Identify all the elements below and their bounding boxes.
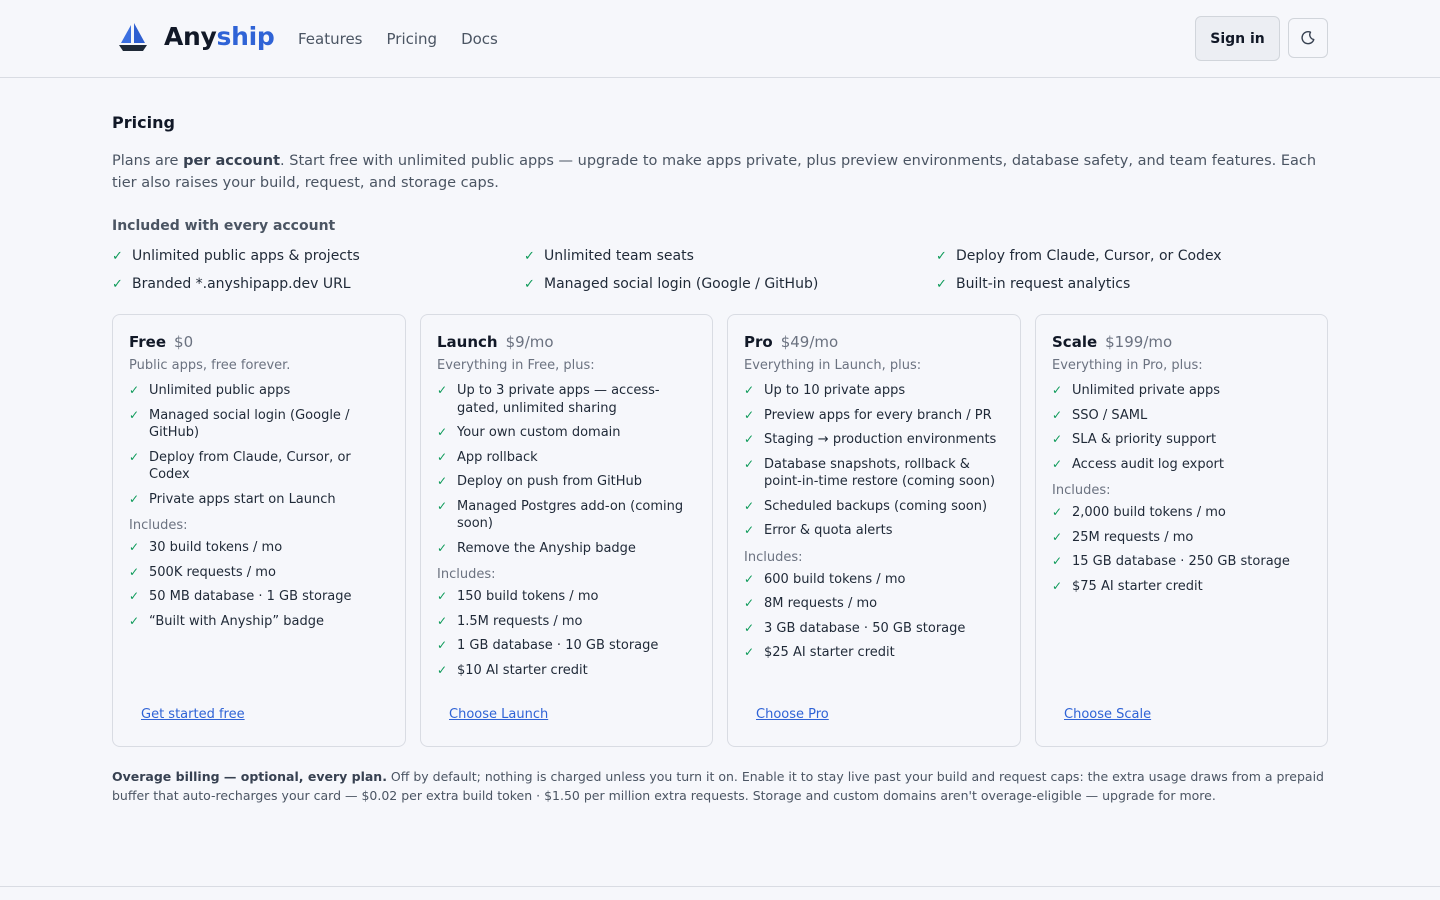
plan-limit-label: 8M requests / mo <box>764 596 878 611</box>
plan-feature <box>437 382 696 417</box>
plan-limit-label: 150 build tokens / mo <box>457 589 599 604</box>
check-icon: ✓ <box>744 620 755 635</box>
check-icon: ✓ <box>129 383 140 397</box>
check-icon: ✓ <box>1052 407 1063 422</box>
plan-limit-label: 3 GB database · 50 GB storage <box>764 620 966 636</box>
plan-feature-label: Unlimited private apps <box>1072 383 1221 398</box>
check-icon: ✓ <box>744 596 755 610</box>
check-icon: ✓ <box>1052 529 1063 544</box>
main-nav <box>298 30 498 48</box>
plan-feature-label: Remove the Anyship badge <box>457 540 636 556</box>
check-icon: ✓ <box>437 662 448 677</box>
plan-name: Free <box>129 333 167 351</box>
included-item-label: Unlimited team seats <box>544 248 694 264</box>
plan-price: $49/mo <box>780 333 839 351</box>
plan-feature <box>437 540 696 558</box>
included-item <box>936 275 1328 293</box>
plan-limit <box>129 613 389 631</box>
plan-feature-label: Access audit log export <box>1072 456 1224 472</box>
sailboat-logo-icon[interactable] <box>117 22 149 54</box>
plan-feature-label: Staging → production environments <box>764 432 997 447</box>
check-icon: ✓ <box>1052 578 1063 593</box>
plan-feature <box>437 473 696 491</box>
plan-price: $0 <box>174 333 194 351</box>
check-icon: ✓ <box>936 276 947 292</box>
plan-feature-label: Deploy on push from GitHub <box>457 474 643 489</box>
plan-feature <box>744 498 1004 516</box>
check-icon: ✓ <box>437 613 448 628</box>
plan-limit-label: $10 AI starter credit <box>457 662 588 678</box>
check-icon: ✓ <box>129 491 140 506</box>
plan-limit-label: 1.5M requests / mo <box>457 613 583 629</box>
plan-limit <box>437 613 696 631</box>
plan-limit <box>129 588 389 606</box>
plan-feature <box>437 449 696 467</box>
plan-feature-label: Preview apps for every branch / PR <box>764 407 992 423</box>
plan-feature <box>1052 407 1311 425</box>
plan-limit-label: 500K requests / mo <box>149 564 276 580</box>
included-title: Included with every account <box>112 218 336 234</box>
intro-emphasis: per account <box>183 153 281 169</box>
plan-subtitle: Everything in Free, plus: <box>437 358 595 373</box>
plan-limit <box>129 564 389 582</box>
plan-limit <box>437 637 696 655</box>
check-icon: ✓ <box>437 498 448 513</box>
check-icon: ✓ <box>1052 554 1063 568</box>
check-icon: ✓ <box>524 248 535 264</box>
sign-in-button[interactable]: Sign in <box>1195 16 1280 61</box>
plan-feature-label: Up to 10 private apps <box>764 383 906 398</box>
plan-feature-label: SSO / SAML <box>1072 407 1148 423</box>
plan-limit <box>129 539 389 557</box>
check-icon: ✓ <box>437 638 448 652</box>
plan-limit <box>1052 553 1311 571</box>
check-icon: ✓ <box>1052 456 1063 471</box>
check-icon: ✓ <box>744 407 755 422</box>
included-item <box>112 247 524 265</box>
plan-feature <box>437 498 696 533</box>
plan-feature-label: Your own custom domain <box>457 425 621 440</box>
plan-feature-label: Unlimited public apps <box>149 383 291 398</box>
check-icon: ✓ <box>936 248 947 264</box>
page-title: Pricing <box>112 113 175 132</box>
plan-limit-label: 1 GB database · 10 GB storage <box>457 638 659 653</box>
plan-limit-label: $75 AI starter credit <box>1072 578 1203 594</box>
check-icon: ✓ <box>129 613 140 628</box>
plan-card-scale <box>1035 314 1328 747</box>
plan-feature-label: Managed Postgres add-on (coming soon) <box>457 498 684 531</box>
brand-name-part2: ship <box>216 22 275 51</box>
includes-label: Includes: <box>437 567 496 582</box>
check-icon: ✓ <box>744 498 755 513</box>
plan-limit-label: 25M requests / mo <box>1072 529 1194 545</box>
plan-limit-label: 15 GB database · 250 GB storage <box>1072 554 1290 569</box>
brand-name[interactable] <box>164 22 275 51</box>
check-icon: ✓ <box>129 564 140 579</box>
included-item-label: Managed social login (Google / GitHub) <box>544 276 819 292</box>
nav-docs[interactable]: Docs <box>461 30 498 48</box>
plan-limit-label: 30 build tokens / mo <box>149 540 283 555</box>
plan-limit-label: “Built with Anyship” badge <box>149 613 324 629</box>
plan-name: Scale <box>1052 333 1098 351</box>
plan-feature <box>1052 382 1311 400</box>
plan-card-pro <box>727 314 1021 747</box>
check-icon: ✓ <box>437 540 448 555</box>
plan-limit <box>1052 504 1311 522</box>
plan-feature <box>744 382 1004 400</box>
check-icon: ✓ <box>129 589 140 603</box>
plan-subtitle: Public apps, free forever. <box>129 358 291 373</box>
check-icon: ✓ <box>744 432 755 446</box>
choose-scale-link[interactable]: Choose Scale <box>1064 707 1152 722</box>
check-icon: ✓ <box>437 383 448 397</box>
footer-divider <box>0 886 1440 887</box>
plan-limit <box>744 620 1004 638</box>
included-item-label: Built-in request analytics <box>956 276 1131 292</box>
intro-text-start: Plans are <box>112 153 184 169</box>
plan-feature <box>744 407 1004 425</box>
plan-limit <box>744 571 1004 589</box>
plan-name: Pro <box>744 333 773 351</box>
plan-subtitle: Everything in Pro, plus: <box>1052 358 1203 373</box>
check-icon: ✓ <box>112 248 123 264</box>
check-icon: ✓ <box>744 645 755 659</box>
check-icon: ✓ <box>129 449 140 464</box>
included-item <box>524 247 936 265</box>
overage-note <box>112 767 1328 805</box>
choose-pro-link[interactable]: Choose Pro <box>756 707 829 722</box>
get-started-free-link[interactable]: Get started free <box>141 707 245 722</box>
moon-icon <box>1300 30 1316 46</box>
intro-text-end: . Start free with unlimited public apps — upgrade to make apps private, plus preview environments, database safety, and team features. Each tier also raises your build, request, and storage caps. <box>112 153 1317 191</box>
included-item-label: Branded *.anyshipapp.dev URL <box>132 276 351 292</box>
includes-label: Includes: <box>744 549 803 565</box>
plan-feature-label: SLA & priority support <box>1072 432 1217 447</box>
plan-feature-label: Error & quota alerts <box>764 523 893 538</box>
check-icon: ✓ <box>437 474 448 488</box>
plan-limit-label: $25 AI starter credit <box>764 645 895 660</box>
plan-price: $199/mo <box>1105 333 1173 351</box>
plan-name: Launch <box>437 333 498 351</box>
check-icon: ✓ <box>437 589 448 603</box>
check-icon: ✓ <box>1052 383 1063 397</box>
plan-limit <box>437 588 696 606</box>
included-item-label: Unlimited public apps & projects <box>132 248 360 264</box>
plan-feature <box>437 424 696 442</box>
choose-launch-link[interactable]: Choose Launch <box>449 707 549 722</box>
included-item-label: Deploy from Claude, Cursor, or Codex <box>956 248 1222 264</box>
overage-title: Overage billing — optional, every plan. <box>112 769 387 784</box>
included-list <box>112 247 1328 293</box>
pricing-intro <box>112 150 1328 194</box>
plan-feature <box>129 449 389 484</box>
nav-pricing[interactable]: Pricing <box>386 30 438 48</box>
plan-limit <box>1052 529 1311 547</box>
included-item <box>112 275 524 293</box>
check-icon: ✓ <box>1052 505 1063 519</box>
check-icon: ✓ <box>129 540 140 554</box>
check-icon: ✓ <box>744 523 755 537</box>
theme-toggle-button[interactable] <box>1288 18 1328 58</box>
plan-feature-label: Managed social login (Google / GitHub) <box>149 407 350 440</box>
plan-feature-label: Deploy from Claude, Cursor, or Codex <box>149 449 351 482</box>
plan-limit <box>437 662 696 680</box>
check-icon: ✓ <box>744 383 755 397</box>
plan-feature <box>1052 431 1311 449</box>
plan-price: $9/mo <box>505 333 554 351</box>
plan-subtitle: Everything in Launch, plus: <box>744 358 922 373</box>
plan-feature-label: Database snapshots, rollback & point-in-time restore (coming soon) <box>764 456 996 489</box>
included-item <box>524 275 936 293</box>
overage-text: Off by default; nothing is charged unless you turn it on. Enable it to stay live past your build and request caps: the extra usage draws from a prepaid buffer that auto-recharges your card — $0.02 per extra build token · $1.50 per million extra requests. Storage and custom domains aren't overage-eligible — upgrade for more. <box>112 769 1324 803</box>
plan-limit-label: 600 build tokens / mo <box>764 571 906 587</box>
plan-feature <box>129 407 389 442</box>
nav-features[interactable]: Features <box>298 30 363 48</box>
plan-limit <box>744 595 1004 613</box>
plan-card-launch <box>420 314 713 747</box>
plan-limit <box>744 644 1004 662</box>
plan-feature <box>744 456 1004 491</box>
site-header <box>0 0 1440 78</box>
plan-feature <box>129 382 389 400</box>
plan-feature-label: Up to 3 private apps — access-gated, unlimited sharing <box>457 383 660 416</box>
included-item <box>936 247 1328 265</box>
plan-limit-label: 2,000 build tokens / mo <box>1072 505 1226 520</box>
includes-label: Includes: <box>129 518 188 533</box>
check-icon: ✓ <box>744 571 755 586</box>
plan-feature <box>744 522 1004 540</box>
plan-limit <box>1052 578 1311 596</box>
plan-card-free <box>112 314 406 747</box>
brand-name-part1: Any <box>164 22 217 51</box>
check-icon: ✓ <box>129 407 140 422</box>
plan-feature-label: Private apps start on Launch <box>149 491 336 507</box>
includes-label: Includes: <box>1052 483 1111 498</box>
check-icon: ✓ <box>437 425 448 439</box>
check-icon: ✓ <box>524 276 535 292</box>
plan-feature-label: App rollback <box>457 449 538 465</box>
plan-feature-label: Scheduled backups (coming soon) <box>764 498 988 514</box>
check-icon: ✓ <box>1052 432 1063 446</box>
check-icon: ✓ <box>744 456 755 471</box>
plan-feature <box>1052 456 1311 474</box>
plan-feature <box>744 431 1004 449</box>
check-icon: ✓ <box>112 276 123 292</box>
check-icon: ✓ <box>437 449 448 464</box>
plan-limit-label: 50 MB database · 1 GB storage <box>149 589 352 604</box>
plan-feature <box>129 491 389 509</box>
